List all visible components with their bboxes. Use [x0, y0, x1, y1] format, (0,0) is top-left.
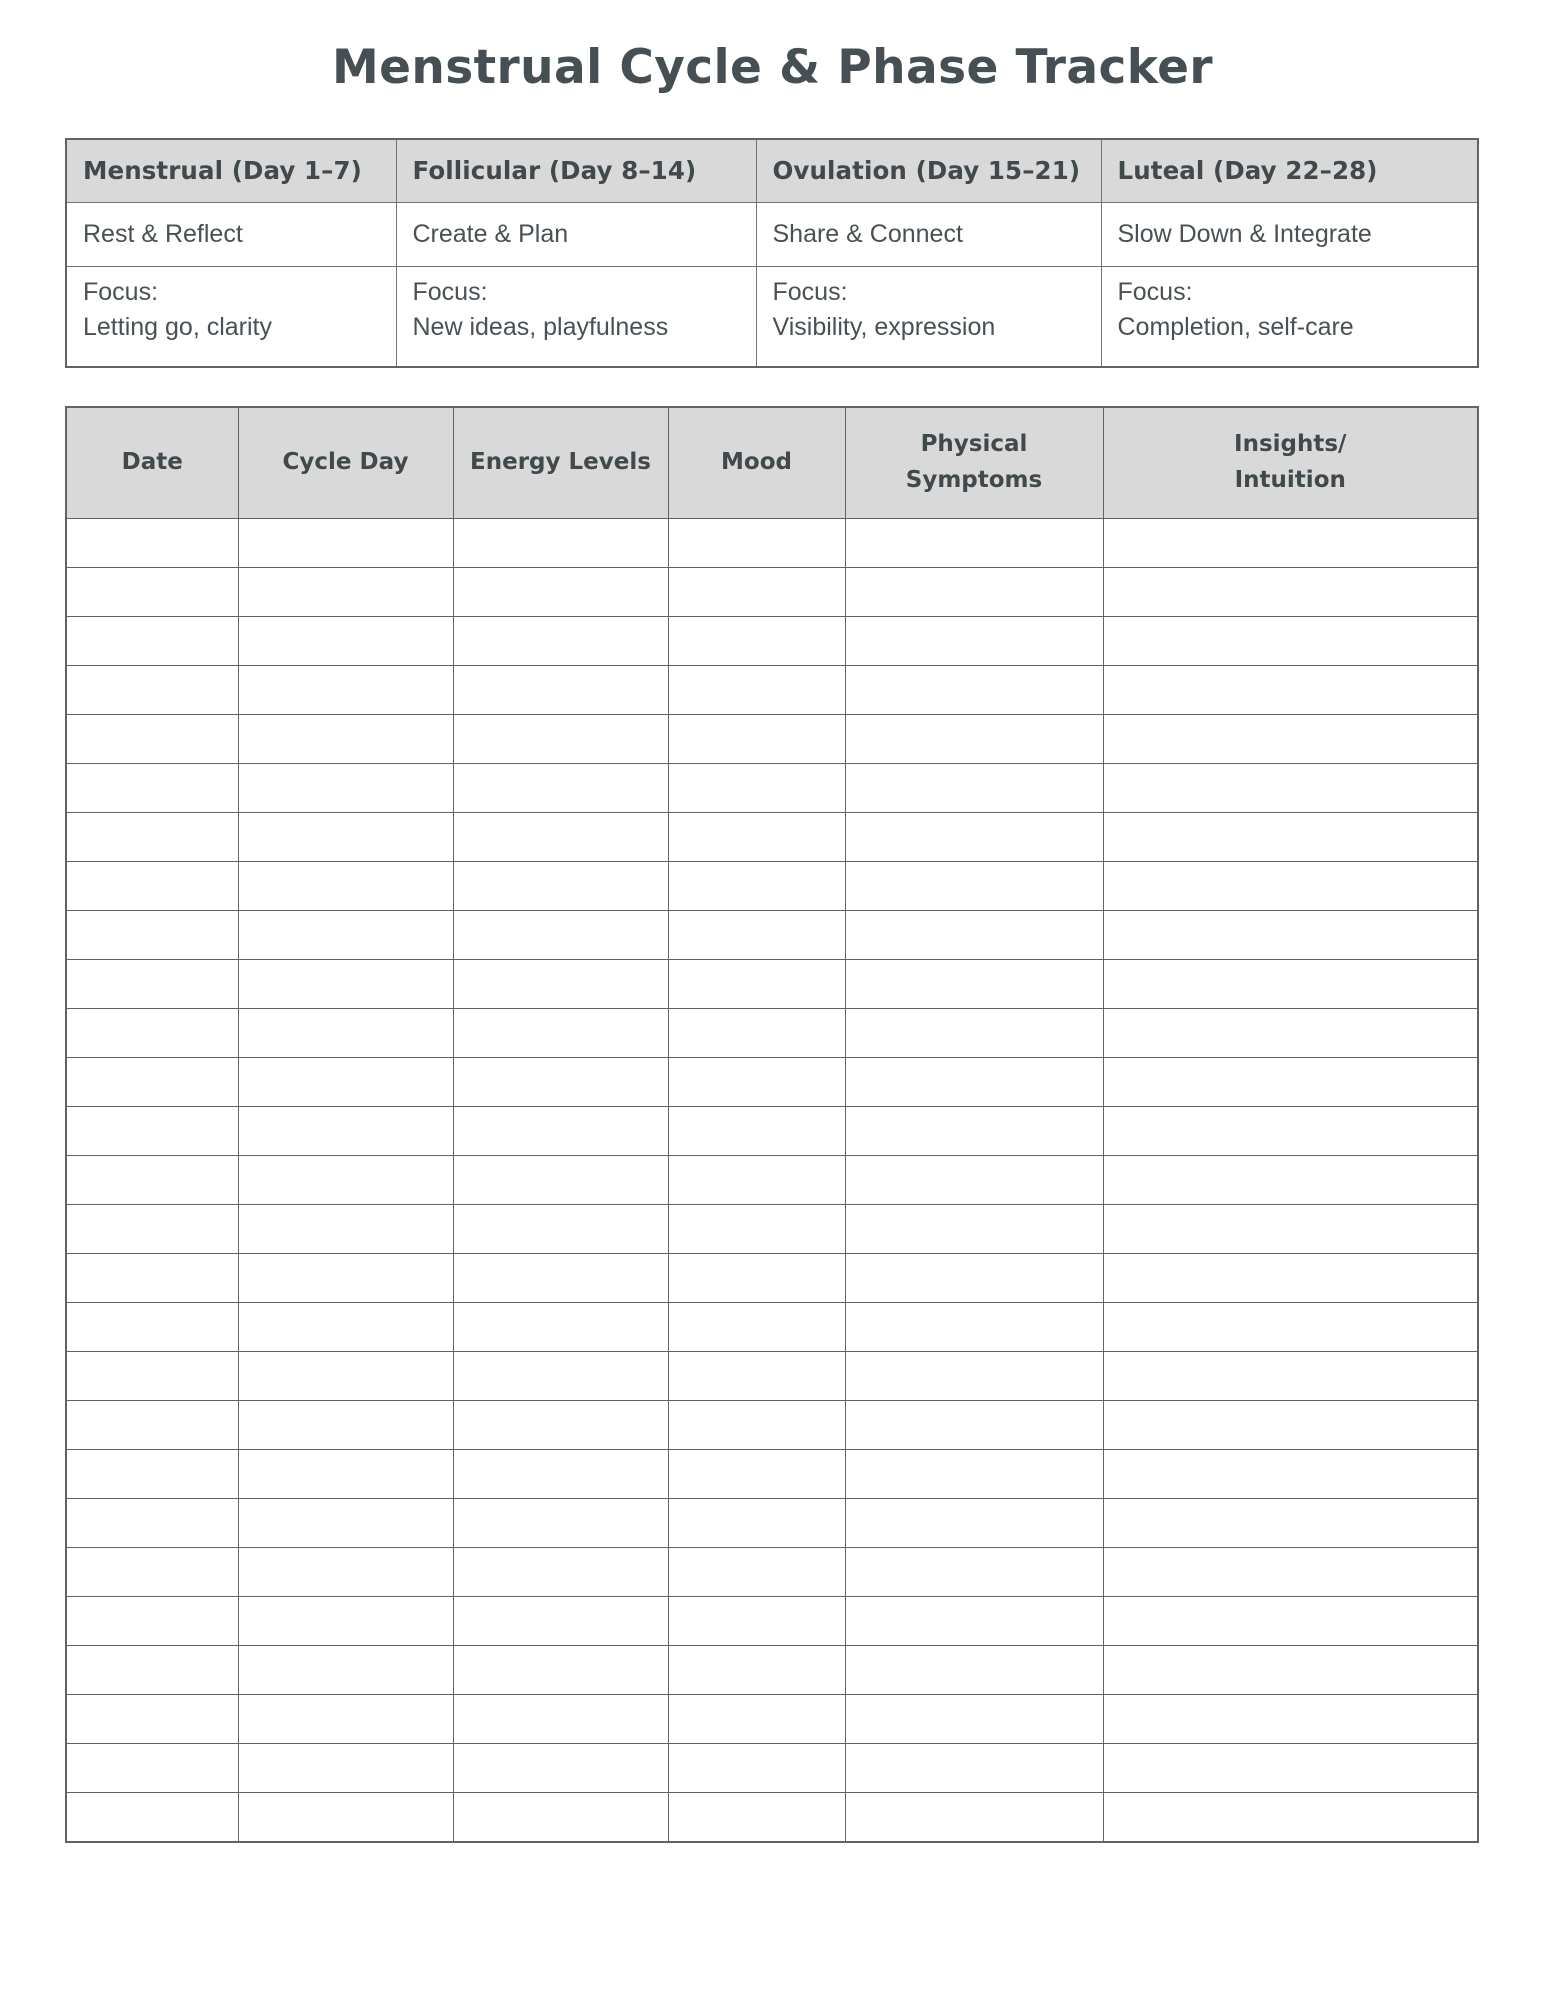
log-cell-energy-levels[interactable] — [453, 960, 668, 1009]
log-cell-date[interactable] — [66, 911, 238, 960]
log-cell-cycle-day[interactable] — [238, 911, 453, 960]
table-row — [66, 1352, 1478, 1401]
log-cell-physical-symptoms[interactable] — [845, 960, 1103, 1009]
table-row — [66, 862, 1478, 911]
phase-theme-ovulation: Share & Connect — [756, 203, 1101, 267]
log-cell-mood[interactable] — [668, 519, 845, 568]
log-cell-insights-intuition[interactable] — [1103, 568, 1478, 617]
log-cell-date[interactable] — [66, 813, 238, 862]
log-header-physical-symptoms-line1: Physical — [920, 431, 1028, 458]
log-header-date — [66, 407, 238, 519]
log-cell-cycle-day[interactable] — [238, 1793, 453, 1842]
log-cell-date[interactable] — [66, 1303, 238, 1352]
log-cell-mood[interactable] — [668, 1009, 845, 1058]
log-cell-cycle-day[interactable] — [238, 715, 453, 764]
log-cell-cycle-day[interactable] — [238, 1499, 453, 1548]
log-cell-energy-levels[interactable] — [453, 1205, 668, 1254]
log-cell-physical-symptoms[interactable] — [845, 1597, 1103, 1646]
phase-overview-section — [65, 138, 1482, 368]
log-cell-mood[interactable] — [668, 1548, 845, 1597]
log-cell-mood[interactable] — [668, 764, 845, 813]
log-cell-insights-intuition[interactable] — [1103, 813, 1478, 862]
phase-header-luteal: Luteal (Day 22–28) — [1101, 139, 1478, 203]
log-cell-physical-symptoms[interactable] — [845, 1499, 1103, 1548]
log-cell-date[interactable] — [66, 1058, 238, 1107]
daily-log-table — [65, 406, 1479, 1843]
log-cell-cycle-day[interactable] — [238, 1352, 453, 1401]
focus-value: Letting go, clarity — [83, 312, 272, 341]
log-cell-mood[interactable] — [668, 1107, 845, 1156]
log-cell-cycle-day[interactable] — [238, 813, 453, 862]
log-cell-energy-levels[interactable] — [453, 1548, 668, 1597]
phase-header-row — [66, 139, 1478, 203]
log-cell-mood[interactable] — [668, 862, 845, 911]
log-header-energy-levels — [453, 407, 668, 519]
log-cell-energy-levels[interactable] — [453, 519, 668, 568]
phase-theme-luteal: Slow Down & Integrate — [1101, 203, 1478, 267]
table-row — [66, 519, 1478, 568]
log-cell-energy-levels[interactable] — [453, 1107, 668, 1156]
log-cell-physical-symptoms[interactable] — [845, 911, 1103, 960]
log-cell-mood[interactable] — [668, 1597, 845, 1646]
log-cell-date[interactable] — [66, 862, 238, 911]
log-cell-insights-intuition[interactable] — [1103, 1597, 1478, 1646]
table-row — [66, 666, 1478, 715]
log-cell-mood[interactable] — [668, 1352, 845, 1401]
log-cell-energy-levels[interactable] — [453, 1254, 668, 1303]
table-row — [66, 568, 1478, 617]
log-cell-physical-symptoms[interactable] — [845, 1352, 1103, 1401]
log-cell-date[interactable] — [66, 617, 238, 666]
log-cell-cycle-day[interactable] — [238, 519, 453, 568]
log-cell-insights-intuition[interactable] — [1103, 1401, 1478, 1450]
log-cell-date[interactable] — [66, 1205, 238, 1254]
log-cell-energy-levels[interactable] — [453, 911, 668, 960]
log-cell-date[interactable] — [66, 1352, 238, 1401]
table-row — [66, 1695, 1478, 1744]
log-cell-energy-levels[interactable] — [453, 1352, 668, 1401]
log-cell-physical-symptoms[interactable] — [845, 1009, 1103, 1058]
table-row — [66, 1254, 1478, 1303]
log-cell-physical-symptoms[interactable] — [845, 568, 1103, 617]
log-cell-physical-symptoms[interactable] — [845, 1058, 1103, 1107]
log-cell-mood[interactable] — [668, 715, 845, 764]
focus-label: Focus: — [772, 278, 848, 307]
log-cell-insights-intuition[interactable] — [1103, 1744, 1478, 1793]
log-cell-date[interactable] — [66, 1499, 238, 1548]
log-header-mood — [668, 407, 845, 519]
log-cell-mood[interactable] — [668, 1401, 845, 1450]
log-cell-physical-symptoms[interactable] — [845, 1205, 1103, 1254]
table-row — [66, 1009, 1478, 1058]
phase-header-follicular: Follicular (Day 8–14) — [396, 139, 756, 203]
log-cell-cycle-day[interactable] — [238, 1548, 453, 1597]
log-cell-energy-levels[interactable] — [453, 1401, 668, 1450]
log-cell-energy-levels[interactable] — [453, 1695, 668, 1744]
phase-overview-table — [65, 138, 1479, 368]
phase-theme-row — [66, 203, 1478, 267]
log-cell-physical-symptoms[interactable] — [845, 862, 1103, 911]
log-cell-cycle-day[interactable] — [238, 862, 453, 911]
table-row — [66, 1548, 1478, 1597]
table-row — [66, 960, 1478, 1009]
phase-theme-follicular: Create & Plan — [396, 203, 756, 267]
log-cell-insights-intuition[interactable] — [1103, 1303, 1478, 1352]
log-cell-mood[interactable] — [668, 911, 845, 960]
phase-focus-row — [66, 267, 1478, 367]
log-cell-insights-intuition[interactable] — [1103, 764, 1478, 813]
phase-focus-menstrual — [66, 267, 396, 367]
log-cell-date[interactable] — [66, 1401, 238, 1450]
log-cell-energy-levels[interactable] — [453, 1009, 668, 1058]
log-cell-physical-symptoms[interactable] — [845, 764, 1103, 813]
log-header-physical-symptoms — [845, 407, 1103, 519]
log-cell-physical-symptoms[interactable] — [845, 715, 1103, 764]
log-cell-mood[interactable] — [668, 1744, 845, 1793]
log-cell-energy-levels[interactable] — [453, 1646, 668, 1695]
table-row — [66, 1793, 1478, 1842]
log-header-physical-symptoms-line2: Symptoms — [905, 466, 1043, 493]
log-cell-physical-symptoms[interactable] — [845, 1548, 1103, 1597]
table-row — [66, 1744, 1478, 1793]
log-header-insights-intuition-line1: Insights/ — [1234, 431, 1347, 458]
log-cell-insights-intuition[interactable] — [1103, 1499, 1478, 1548]
table-row — [66, 1107, 1478, 1156]
log-cell-cycle-day[interactable] — [238, 1695, 453, 1744]
table-row — [66, 1303, 1478, 1352]
log-cell-insights-intuition[interactable] — [1103, 519, 1478, 568]
log-cell-date[interactable] — [66, 1107, 238, 1156]
log-cell-mood[interactable] — [668, 1793, 845, 1842]
log-cell-insights-intuition[interactable] — [1103, 617, 1478, 666]
log-cell-cycle-day[interactable] — [238, 617, 453, 666]
log-cell-physical-symptoms[interactable] — [845, 1254, 1103, 1303]
log-cell-mood[interactable] — [668, 666, 845, 715]
log-cell-cycle-day[interactable] — [238, 1744, 453, 1793]
log-cell-energy-levels[interactable] — [453, 568, 668, 617]
log-cell-physical-symptoms[interactable] — [845, 1695, 1103, 1744]
log-cell-physical-symptoms[interactable] — [845, 1107, 1103, 1156]
table-row — [66, 617, 1478, 666]
log-cell-date[interactable] — [66, 1744, 238, 1793]
log-cell-insights-intuition[interactable] — [1103, 1254, 1478, 1303]
log-cell-cycle-day[interactable] — [238, 568, 453, 617]
focus-label: Focus: — [412, 278, 488, 307]
log-cell-physical-symptoms[interactable] — [845, 666, 1103, 715]
log-cell-mood[interactable] — [668, 813, 845, 862]
log-cell-insights-intuition[interactable] — [1103, 1695, 1478, 1744]
log-cell-energy-levels[interactable] — [453, 1156, 668, 1205]
log-cell-cycle-day[interactable] — [238, 1205, 453, 1254]
log-cell-energy-levels[interactable] — [453, 764, 668, 813]
focus-value: New ideas, playfulness — [412, 312, 669, 341]
log-cell-cycle-day[interactable] — [238, 1058, 453, 1107]
log-cell-mood[interactable] — [668, 1646, 845, 1695]
phase-focus-ovulation — [756, 267, 1101, 367]
log-cell-mood[interactable] — [668, 1254, 845, 1303]
table-row — [66, 764, 1478, 813]
log-cell-mood[interactable] — [668, 960, 845, 1009]
phase-header-ovulation: Ovulation (Day 15–21) — [756, 139, 1101, 203]
log-cell-physical-symptoms[interactable] — [845, 617, 1103, 666]
log-cell-date[interactable] — [66, 1597, 238, 1646]
log-cell-energy-levels[interactable] — [453, 1499, 668, 1548]
log-header-cycle-day-line1: Cycle Day — [282, 449, 409, 476]
log-cell-date[interactable] — [66, 666, 238, 715]
log-header-mood-line1: Mood — [721, 449, 792, 476]
table-row — [66, 813, 1478, 862]
log-cell-date[interactable] — [66, 1009, 238, 1058]
log-cell-cycle-day[interactable] — [238, 1009, 453, 1058]
log-header-insights-intuition — [1103, 407, 1478, 519]
table-row — [66, 1401, 1478, 1450]
log-cell-date[interactable] — [66, 568, 238, 617]
log-cell-energy-levels[interactable] — [453, 862, 668, 911]
log-cell-insights-intuition[interactable] — [1103, 1352, 1478, 1401]
log-cell-insights-intuition[interactable] — [1103, 1548, 1478, 1597]
log-cell-mood[interactable] — [668, 1156, 845, 1205]
log-cell-energy-levels[interactable] — [453, 1597, 668, 1646]
log-cell-cycle-day[interactable] — [238, 1254, 453, 1303]
log-header-date-line1: Date — [121, 449, 183, 476]
phase-header-menstrual: Menstrual (Day 1–7) — [66, 139, 396, 203]
table-row — [66, 1156, 1478, 1205]
log-cell-physical-symptoms[interactable] — [845, 1646, 1103, 1695]
table-row — [66, 1499, 1478, 1548]
log-cell-date[interactable] — [66, 1450, 238, 1499]
daily-log-body — [66, 519, 1478, 1842]
table-row — [66, 1450, 1478, 1499]
log-cell-date[interactable] — [66, 1793, 238, 1842]
log-cell-energy-levels[interactable] — [453, 617, 668, 666]
table-row — [66, 1597, 1478, 1646]
log-cell-insights-intuition[interactable] — [1103, 862, 1478, 911]
table-row — [66, 715, 1478, 764]
log-cell-energy-levels[interactable] — [453, 813, 668, 862]
log-cell-insights-intuition[interactable] — [1103, 666, 1478, 715]
focus-label: Focus: — [83, 278, 159, 307]
log-cell-mood[interactable] — [668, 1499, 845, 1548]
log-cell-energy-levels[interactable] — [453, 1793, 668, 1842]
log-cell-insights-intuition[interactable] — [1103, 1156, 1478, 1205]
table-row — [66, 1058, 1478, 1107]
log-cell-insights-intuition[interactable] — [1103, 1107, 1478, 1156]
log-cell-insights-intuition[interactable] — [1103, 1009, 1478, 1058]
log-cell-insights-intuition[interactable] — [1103, 1205, 1478, 1254]
log-cell-mood[interactable] — [668, 1205, 845, 1254]
log-cell-cycle-day[interactable] — [238, 1597, 453, 1646]
table-row — [66, 1646, 1478, 1695]
log-cell-physical-symptoms[interactable] — [845, 813, 1103, 862]
log-cell-physical-symptoms[interactable] — [845, 1303, 1103, 1352]
log-cell-physical-symptoms[interactable] — [845, 1744, 1103, 1793]
phase-focus-follicular — [396, 267, 756, 367]
log-cell-insights-intuition[interactable] — [1103, 1058, 1478, 1107]
log-cell-date[interactable] — [66, 1548, 238, 1597]
log-cell-date[interactable] — [66, 1646, 238, 1695]
log-header-row — [66, 407, 1478, 519]
daily-log-section — [65, 406, 1482, 1843]
log-cell-mood[interactable] — [668, 568, 845, 617]
log-cell-energy-levels[interactable] — [453, 715, 668, 764]
log-cell-insights-intuition[interactable] — [1103, 911, 1478, 960]
log-cell-energy-levels[interactable] — [453, 666, 668, 715]
log-cell-physical-symptoms[interactable] — [845, 519, 1103, 568]
log-cell-date[interactable] — [66, 715, 238, 764]
log-cell-date[interactable] — [66, 519, 238, 568]
log-cell-date[interactable] — [66, 1695, 238, 1744]
log-cell-mood[interactable] — [668, 617, 845, 666]
log-cell-insights-intuition[interactable] — [1103, 960, 1478, 1009]
log-cell-cycle-day[interactable] — [238, 1646, 453, 1695]
log-cell-cycle-day[interactable] — [238, 1401, 453, 1450]
log-cell-energy-levels[interactable] — [453, 1058, 668, 1107]
log-cell-mood[interactable] — [668, 1450, 845, 1499]
phase-theme-menstrual: Rest & Reflect — [66, 203, 396, 267]
log-cell-insights-intuition[interactable] — [1103, 1646, 1478, 1695]
table-row — [66, 911, 1478, 960]
log-header-energy-levels-line1: Energy Levels — [470, 449, 651, 476]
log-header-insights-intuition-line2: Intuition — [1234, 466, 1346, 493]
log-cell-mood[interactable] — [668, 1695, 845, 1744]
log-cell-date[interactable] — [66, 1156, 238, 1205]
log-cell-date[interactable] — [66, 960, 238, 1009]
log-cell-date[interactable] — [66, 1254, 238, 1303]
log-cell-physical-symptoms[interactable] — [845, 1156, 1103, 1205]
focus-value: Visibility, expression — [772, 312, 996, 341]
log-cell-cycle-day[interactable] — [238, 1303, 453, 1352]
log-cell-cycle-day[interactable] — [238, 666, 453, 715]
log-cell-energy-levels[interactable] — [453, 1744, 668, 1793]
log-cell-cycle-day[interactable] — [238, 960, 453, 1009]
focus-value: Completion, self-care — [1117, 312, 1354, 341]
log-cell-energy-levels[interactable] — [453, 1450, 668, 1499]
log-cell-cycle-day[interactable] — [238, 1107, 453, 1156]
page-title: Menstrual Cycle & Phase Tracker — [331, 40, 1213, 95]
log-cell-insights-intuition[interactable] — [1103, 1450, 1478, 1499]
log-cell-energy-levels[interactable] — [453, 1303, 668, 1352]
log-header-cycle-day — [238, 407, 453, 519]
log-cell-mood[interactable] — [668, 1303, 845, 1352]
focus-label: Focus: — [1117, 278, 1193, 307]
phase-focus-luteal — [1101, 267, 1478, 367]
log-cell-cycle-day[interactable] — [238, 764, 453, 813]
log-cell-mood[interactable] — [668, 1058, 845, 1107]
log-cell-insights-intuition[interactable] — [1103, 715, 1478, 764]
log-cell-physical-symptoms[interactable] — [845, 1401, 1103, 1450]
log-cell-date[interactable] — [66, 764, 238, 813]
log-cell-cycle-day[interactable] — [238, 1450, 453, 1499]
table-row — [66, 1205, 1478, 1254]
log-cell-cycle-day[interactable] — [238, 1156, 453, 1205]
log-cell-physical-symptoms[interactable] — [845, 1793, 1103, 1842]
log-cell-insights-intuition[interactable] — [1103, 1793, 1478, 1842]
log-cell-physical-symptoms[interactable] — [845, 1450, 1103, 1499]
